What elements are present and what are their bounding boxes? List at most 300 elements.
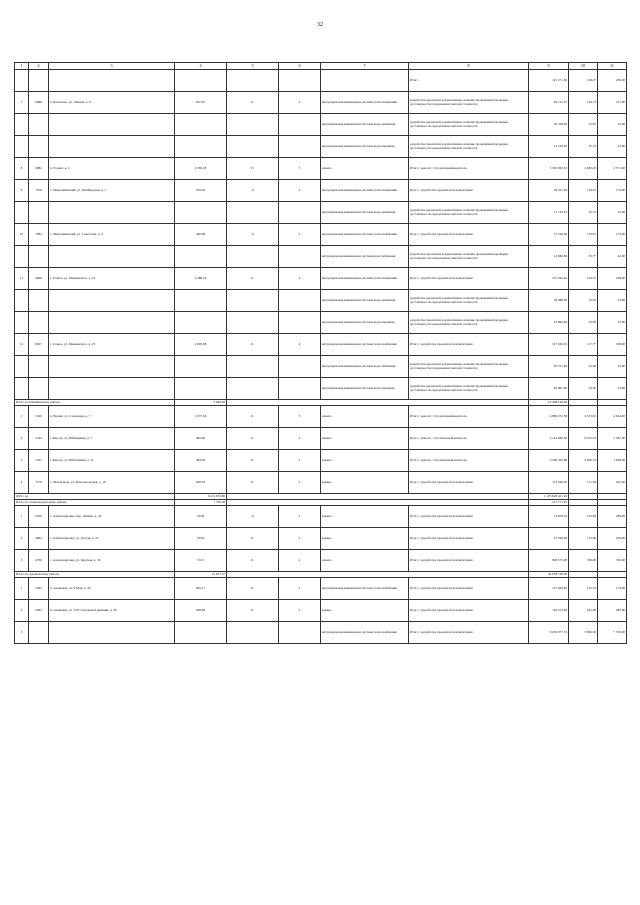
row-number-cell: 12 — [15, 334, 29, 356]
unit-cost-cell: 35,73 — [569, 136, 598, 158]
row-number-cell: 10 — [15, 224, 29, 246]
house-code-cell — [29, 246, 49, 268]
cost-cell: 5 565 993,53 — [529, 158, 569, 180]
row-number-cell: 11 — [15, 268, 29, 290]
address-cell: с. Мирошкинский, ул. Советская, д. 4 — [49, 224, 175, 246]
capital-repair-table — [14, 62, 627, 644]
work-type-cell: внутридомовая инженерная система теплоснабжения — [321, 92, 409, 114]
house-code-cell — [29, 136, 49, 158]
address-cell: г. Тоцкое, ул. Маяковского, д. 22 — [49, 268, 175, 290]
address-cell: п. Росинт, к. 2 — [49, 158, 175, 180]
material-cell: К — [227, 472, 279, 494]
limit-cost-cell: 179,00 — [598, 180, 627, 202]
row-number-cell: 1 — [15, 506, 29, 528]
table-row — [15, 550, 627, 572]
address-cell: с. Мирошкинский, ул. Октябрьская, д. 7 — [49, 180, 175, 202]
limit-cost-cell: 238,00 — [598, 70, 627, 92]
limit-cost-cell: 179,00 — [598, 224, 627, 246]
material-cell — [227, 312, 279, 334]
cost-cell: 82 121,57 — [529, 92, 569, 114]
unit-cost-cell: 196,27 — [569, 70, 598, 92]
unit-cost-cell: 151,64 — [569, 472, 598, 494]
work-type-cell: внутридомовая инженерная система теплоснабжения — [321, 622, 409, 644]
area-cell: 995,17 — [175, 578, 227, 600]
floors-cell: 2 — [279, 506, 321, 528]
floors-cell: 2 — [279, 92, 321, 114]
material-cell — [227, 290, 279, 312]
house-code-cell: 4583 — [29, 600, 49, 622]
cost-cell: 113 560,20 — [529, 472, 569, 494]
work-stage-cell: Итого / разработка проектной документации — [409, 528, 529, 550]
cost-cell: 12 132,42 — [529, 202, 569, 224]
house-code-cell — [29, 202, 49, 224]
floors-cell: 2 — [279, 600, 321, 622]
address-cell — [49, 246, 175, 268]
work-type-cell: внутридомовая инженерная система водоснабжения — [321, 290, 409, 312]
cost-cell: 12 109,46 — [529, 136, 569, 158]
area-cell — [175, 70, 227, 92]
table-row — [15, 378, 627, 400]
material-cell: К — [227, 528, 279, 550]
floors-cell — [279, 136, 321, 158]
limit-cost-cell: 42,00 — [598, 114, 627, 136]
unit-cost-cell: 128,73 — [569, 92, 598, 114]
house-code-cell: 6927 — [29, 334, 49, 356]
house-code-cell: 4706 — [29, 550, 49, 572]
work-stage-cell: Итого / ремонт / строительный контроль — [409, 158, 529, 180]
row-number-cell: 2 — [15, 428, 29, 450]
house-code-cell — [29, 622, 49, 644]
table-row — [15, 600, 627, 622]
material-cell: К — [227, 578, 279, 600]
row-number-cell: 4 — [15, 472, 29, 494]
unit-cost-cell: 24,50 — [569, 378, 598, 400]
area-cell: 308,96 — [175, 600, 227, 622]
work-type-cell: внутридомовая инженерная система водоотведения — [321, 136, 409, 158]
area-cell: 482,90 — [175, 428, 227, 450]
unit-cost-cell: 2 685,03 — [569, 158, 598, 180]
area-cell: 2 695,88 — [175, 334, 227, 356]
area-cell — [175, 378, 227, 400]
cost-cell: 14 860,89 — [529, 246, 569, 268]
unit-cost-cell: 31,87 — [569, 114, 598, 136]
material-cell — [227, 70, 279, 92]
area-cell — [175, 246, 227, 268]
area-cell: 2 489,18 — [175, 268, 227, 290]
cost-cell: 999 575,00 — [529, 550, 569, 572]
work-stage-cell: Итого / ремонт / строительный контроль — [409, 450, 529, 472]
floors-cell: 2 — [279, 428, 321, 450]
material-cell — [227, 622, 279, 644]
table-row — [15, 506, 627, 528]
work-stage-cell: разработка проектной документации, наличие проведённой проверки достоверности определения сметной стоимости — [409, 92, 529, 114]
work-type-cell: внутридомовая инженерная система теплоснабжения — [321, 578, 409, 600]
cost-total-cell: 211 771,25 — [529, 500, 569, 506]
material-cell — [227, 246, 279, 268]
house-code-cell: 4664 — [29, 528, 49, 550]
row-number-cell — [15, 378, 29, 400]
area-cell — [175, 290, 227, 312]
area-cell — [175, 136, 227, 158]
address-cell: с. Александровка, ул. Курская, д. 36 — [49, 550, 175, 572]
table-row — [15, 180, 627, 202]
row-label: Итого по Шалкинскому району — [15, 400, 175, 406]
address-cell — [49, 356, 175, 378]
work-type-cell: крыша — [321, 450, 409, 472]
limit-cost-cell: 23,00 — [598, 356, 627, 378]
unit-cost-cell: 117,77 — [569, 334, 598, 356]
unit-cost-cell: 158,27 — [569, 180, 598, 202]
table-row — [15, 578, 627, 600]
work-stage-cell: Итого / разработка проектной документации — [409, 268, 529, 290]
row-number-cell: 2 — [15, 600, 29, 622]
work-type-cell: внутридомовая инженерная система водоснабжения — [321, 114, 409, 136]
address-cell — [49, 378, 175, 400]
unit-cost-cell: 33,77 — [569, 246, 598, 268]
cost-cell: 20 328,92 — [529, 114, 569, 136]
cost-cell: 3 124 982,56 — [529, 428, 569, 450]
row-number-cell — [15, 246, 29, 268]
area-cell: 359,62 — [175, 180, 227, 202]
address-cell — [49, 114, 175, 136]
house-code-cell: 7076 — [29, 180, 49, 202]
floors-cell: 4 — [279, 334, 321, 356]
address-cell: п. Адамовка, ул. 370 Стрелковой дивизии, д. 20 — [49, 600, 175, 622]
unit-cost-cell: 4 535,61 — [569, 406, 598, 428]
area-cell — [175, 202, 227, 224]
header-cell: 5 — [227, 63, 279, 70]
work-stage-cell: разработка проектной документации, наличие проведённой проверки достоверности определения сметной стоимости — [409, 114, 529, 136]
material-cell: Д — [227, 506, 279, 528]
floors-cell: 2 — [279, 224, 321, 246]
area-cell: 637,95 — [175, 92, 227, 114]
unit-cost-cell: 23,66 — [569, 356, 598, 378]
address-cell: г. Карсук, ул. Юбилейная, д. 7 — [49, 428, 175, 450]
cost-cell: 75 226,69 — [529, 224, 569, 246]
limit-cost-cell: 198,00 — [598, 334, 627, 356]
house-code-cell: 7084 — [29, 224, 49, 246]
limit-cost-cell: 42,00 — [598, 246, 627, 268]
material-cell — [227, 378, 279, 400]
row-number-cell — [15, 114, 29, 136]
cost-cell: 6 050 977,74 — [529, 622, 569, 644]
material-cell — [227, 136, 279, 158]
limit-cost-cell: 42,00 — [598, 202, 627, 224]
house-code-cell: 6982 — [29, 158, 49, 180]
row-number-cell: 3 — [15, 622, 29, 644]
address-cell: с. Александровка, ул. Гоголя, д. 22 — [49, 528, 175, 550]
row-number-cell — [15, 356, 29, 378]
row-number-cell: 3 — [15, 450, 29, 472]
address-cell: п. Вадим, ул. Совхозная, д. 7 — [49, 406, 175, 428]
header-cell: 4 — [175, 63, 227, 70]
row-number-cell: 3 — [15, 550, 29, 572]
table-row — [15, 290, 627, 312]
work-stage-cell: Итого — [409, 70, 529, 92]
material-cell: К — [227, 92, 279, 114]
cost-cell: 74 859,54 — [529, 506, 569, 528]
header-cell: 7 — [321, 63, 409, 70]
work-stage-cell: разработка проектной документации, наличие проведённой проверки достоверности определения сметной стоимости — [409, 356, 529, 378]
address-cell — [49, 622, 175, 644]
material-cell: К — [227, 334, 279, 356]
house-code-cell: 7241 — [29, 450, 49, 472]
work-type-cell: крыша — [321, 428, 409, 450]
header-cell: 1 — [15, 63, 29, 70]
work-type-cell: внутридомовая инженерная система водоотведения — [321, 378, 409, 400]
header-cell: 10 — [569, 63, 598, 70]
cost-cell: 157 402,85 — [529, 578, 569, 600]
cost-cell: 4 869 253,58 — [529, 406, 569, 428]
table-row — [15, 202, 627, 224]
material-cell: К — [227, 550, 279, 572]
work-type-cell: крыша — [321, 600, 409, 622]
unit-cost-cell: 135,52 — [569, 578, 598, 600]
work-type-cell: крыша — [321, 406, 409, 428]
limit-cost-cell: 23,00 — [598, 312, 627, 334]
table-row — [15, 334, 627, 356]
material-cell: П — [227, 158, 279, 180]
floors-cell — [279, 202, 321, 224]
row-number-cell — [15, 136, 29, 158]
work-stage-cell: Итого / разработка проектной документации — [409, 224, 529, 246]
area-cell — [175, 622, 227, 644]
table-row — [15, 268, 627, 290]
house-code-cell: 4592 — [29, 578, 49, 600]
table-row — [15, 114, 627, 136]
work-type-cell: крыша — [321, 158, 409, 180]
area-cell — [175, 312, 227, 334]
work-stage-cell: Итого / разработка проектной документации — [409, 506, 529, 528]
limit-cost-cell: 179,00 — [598, 578, 627, 600]
house-code-cell: 7242 — [29, 428, 49, 450]
area-cell: 2 583,28 — [175, 158, 227, 180]
area-total-cell: 12 657,37 — [175, 572, 227, 578]
row-number-cell — [15, 290, 29, 312]
floors-cell: 2 — [279, 450, 321, 472]
unit-cost-cell: 33,72 — [569, 202, 598, 224]
work-stage-cell: разработка проектной документации, наличие проведённой проверки достоверности определения сметной стоимости — [409, 202, 529, 224]
table-row — [15, 70, 627, 92]
area-cell: 1 073,56 — [175, 406, 227, 428]
limit-cost-cell: 487,00 — [598, 600, 627, 622]
area-cell — [175, 356, 227, 378]
floors-cell: 2 — [279, 578, 321, 600]
row-number-cell — [15, 202, 29, 224]
material-cell — [227, 202, 279, 224]
cost-cell: 63 791,09 — [529, 356, 569, 378]
header-row — [15, 63, 627, 70]
cost-total-cell: 10 498 199,96 — [529, 400, 569, 406]
table-row — [15, 406, 627, 428]
floors-cell: 2 — [279, 180, 321, 202]
floors-cell — [279, 312, 321, 334]
row-number-cell: 1 — [15, 406, 29, 428]
floors-cell: 3 — [279, 406, 321, 428]
floors-cell: 5 — [279, 158, 321, 180]
floors-cell: 2 — [279, 472, 321, 494]
floors-cell — [279, 290, 321, 312]
area-cell: 646,05 — [175, 472, 227, 494]
work-type-cell: внутридомовая инженерная система теплоснабжения — [321, 334, 409, 356]
address-cell — [49, 136, 175, 158]
house-code-cell: 7240 — [29, 406, 49, 428]
address-cell — [49, 312, 175, 334]
work-stage-cell: разработка проектной документации, наличие проведённой проверки достоверности определения сметной стоимости — [409, 246, 529, 268]
header-cell: 8 — [409, 63, 529, 70]
header-cell: 9 — [529, 63, 569, 70]
table-row — [15, 356, 627, 378]
work-type-cell: внутридомовая инженерная система теплоснабжения — [321, 224, 409, 246]
table-row — [15, 92, 627, 114]
unit-cost-cell: 6 473,22 — [569, 428, 598, 450]
table-row — [15, 428, 627, 450]
cost-cell: 57 036,99 — [529, 528, 569, 550]
unit-cost-cell: 170,91 — [569, 224, 598, 246]
limit-cost-cell: 247,00 — [598, 472, 627, 494]
row-number-cell: 7 — [15, 92, 29, 114]
header-cell: 11 — [598, 63, 627, 70]
cost-cell: 56 917,94 — [529, 180, 569, 202]
work-stage-cell: разработка проектной документации, наличие проведённой проверки достоверности определения сметной стоимости — [409, 312, 529, 334]
unit-cost-cell: 12,05 — [569, 290, 598, 312]
floors-cell — [279, 70, 321, 92]
cost-total-cell: 1 105 826 401,19 — [529, 494, 569, 500]
area-total-cell: 3 946,58 — [175, 400, 227, 406]
work-stage-cell: разработка проектной документации, наличие проведённой проверки достоверности определения сметной стоимости — [409, 136, 529, 158]
work-type-cell: крыша — [321, 506, 409, 528]
material-cell: Д — [227, 180, 279, 202]
address-cell — [49, 70, 175, 92]
header-cell: 6 — [279, 63, 321, 70]
house-code-cell: 4709 — [29, 506, 49, 528]
table-row — [15, 312, 627, 334]
work-type-cell: внутридомовая инженерная система водоснабжения — [321, 246, 409, 268]
work-stage-cell: Итого / разработка проектной документации — [409, 578, 529, 600]
material-cell — [227, 356, 279, 378]
work-stage-cell: Итого / разработка проектной документации — [409, 550, 529, 572]
material-cell: К — [227, 428, 279, 450]
address-cell: п. Адамовка, ул. 9 Мая, д. 44 — [49, 578, 175, 600]
table-row — [15, 158, 627, 180]
work-stage-cell: Итого / ремонт / строительный контроль — [409, 428, 529, 450]
table-row — [15, 246, 627, 268]
material-cell — [227, 114, 279, 136]
work-type-cell: внутридомовая инженерная система теплоснабжения — [321, 268, 409, 290]
house-code-cell: 6926 — [29, 268, 49, 290]
material-cell: К — [227, 406, 279, 428]
address-cell: г. Тоцкое, ул. Маяковского, д. 25 — [49, 334, 175, 356]
house-code-cell: 6988 — [29, 92, 49, 114]
unit-cost-cell: 330,00 — [569, 550, 598, 572]
floors-cell — [279, 246, 321, 268]
work-stage-cell: Итого / разработка проектной документации — [409, 600, 529, 622]
cost-total-cell: 26 058 749,06 — [529, 572, 569, 578]
limit-cost-cell: 7 828,00 — [598, 450, 627, 472]
limit-cost-cell: 3 571,00 — [598, 158, 627, 180]
header-cell: 2 — [29, 63, 49, 70]
cost-cell: 317 499,35 — [529, 334, 569, 356]
unit-cost-cell: 225,84 — [569, 506, 598, 528]
cost-cell: 136 273,49 — [529, 600, 569, 622]
floors-cell — [279, 378, 321, 400]
row-number-cell: 1 — [15, 578, 29, 600]
row-label: Итого по Адамовскому району — [15, 572, 175, 578]
area-cell: 529,9 — [175, 528, 227, 550]
cost-cell: 125 271,69 — [529, 70, 569, 92]
floors-cell — [279, 356, 321, 378]
row-number-cell — [15, 70, 29, 92]
work-stage-cell: Итого / разработка проектной документации — [409, 180, 529, 202]
house-code-cell: 7170 — [29, 472, 49, 494]
work-stage-cell: Итого / разработка проектной документации — [409, 472, 529, 494]
floors-cell: 2 — [279, 528, 321, 550]
table-row — [15, 622, 627, 644]
material-cell: К — [227, 268, 279, 290]
unit-cost-cell: 6 800,79 — [569, 450, 598, 472]
limit-cost-cell: 23,00 — [598, 290, 627, 312]
area-total-cell: 6 212 055,86 — [175, 494, 227, 500]
work-stage-cell: Итого / разработка проектной документации — [409, 334, 529, 356]
floors-cell: 4 — [279, 268, 321, 290]
floors-cell — [279, 114, 321, 136]
house-code-cell — [29, 114, 49, 136]
table-row — [15, 450, 627, 472]
floors-cell — [279, 622, 321, 644]
work-stage-cell: Итого / ремонт / строительный контроль — [409, 406, 529, 428]
cost-cell: 3 290 392,86 — [529, 450, 569, 472]
work-stage-cell: разработка проектной документации, наличие проведённой проверки достоверности определения сметной стоимости — [409, 378, 529, 400]
page-number: 32 — [317, 22, 323, 28]
table-row — [15, 528, 627, 550]
address-cell — [49, 290, 175, 312]
table-row — [15, 136, 627, 158]
unit-cost-cell: 441,08 — [569, 600, 598, 622]
work-stage-cell: разработка проектной документации, наличие проведённой проверки достоверности определения сметной стоимости — [409, 290, 529, 312]
unit-cost-cell: 103,37 — [569, 268, 598, 290]
material-cell: К — [227, 450, 279, 472]
material-cell: К — [227, 600, 279, 622]
cost-cell: 61 862,46 — [529, 312, 569, 334]
cost-cell: 65 897,90 — [529, 378, 569, 400]
table-row — [15, 472, 627, 494]
header-cell: 3 — [49, 63, 175, 70]
limit-cost-cell: 4 644,00 — [598, 406, 627, 428]
area-total-cell: 1 700,38 — [175, 500, 227, 506]
table-row — [15, 224, 627, 246]
floors-cell: 2 — [279, 550, 321, 572]
work-type-cell: внутридомовая инженерная система водоснабжения — [321, 202, 409, 224]
row-label: Итого по Александровскому району — [15, 500, 175, 506]
unit-cost-cell: 172,96 — [569, 528, 598, 550]
house-code-cell — [29, 70, 49, 92]
house-code-cell — [29, 290, 49, 312]
limit-cost-cell: 288,00 — [598, 506, 627, 528]
limit-cost-cell: 198,00 — [598, 268, 627, 290]
area-cell: 324,8 — [175, 506, 227, 528]
limit-cost-cell: 7 576,00 — [598, 622, 627, 644]
row-number-cell: 9 — [15, 180, 29, 202]
address-cell: п. Балашово, ул. Ленина, д. 9 — [49, 92, 175, 114]
row-number-cell: 2 — [15, 528, 29, 550]
row-label: 2021 год — [15, 494, 175, 500]
address-cell: с. Малая вода, ул. Комсомольская, д. 16 — [49, 472, 175, 494]
area-cell: 712,5 — [175, 550, 227, 572]
limit-cost-cell: 259,00 — [598, 528, 627, 550]
work-type-cell: внутридомовая инженерная система теплоснабжения — [321, 180, 409, 202]
work-stage-cell: Итого / разработка проектной документации — [409, 622, 529, 644]
limit-cost-cell: 41,00 — [598, 136, 627, 158]
